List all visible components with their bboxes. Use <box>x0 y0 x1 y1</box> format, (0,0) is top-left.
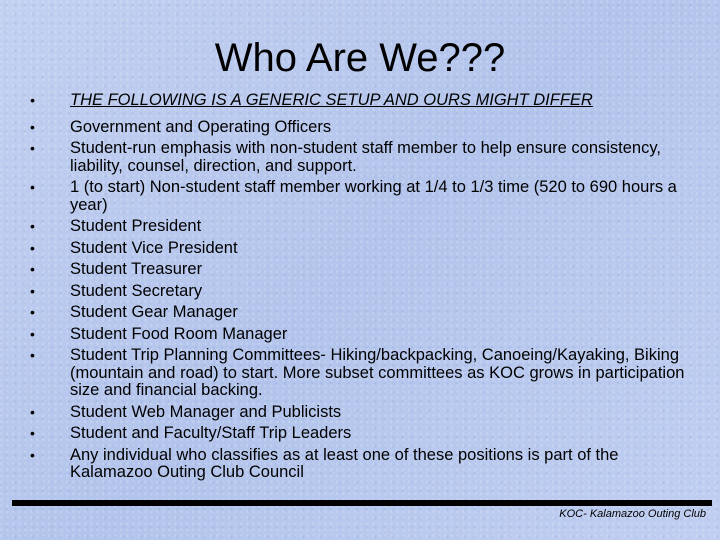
list-item <box>30 119 700 137</box>
bullet-icon: • <box>30 218 35 234</box>
footer-divider <box>12 500 712 506</box>
bullet-list <box>30 92 700 486</box>
bullet-icon: • <box>30 446 35 463</box>
bullet-icon: • <box>30 403 35 420</box>
footer-text: KOC- Kalamazoo Outing Club <box>559 508 706 520</box>
list-item-text: Student Trip Planning Committees- Hiking/backpacking, Canoeing/Kayaking, Biking (mountain and road) to start. More subset committees as KOC grows in participation size and financial backing. <box>70 346 685 399</box>
list-item <box>30 92 700 110</box>
list-item <box>30 218 700 236</box>
list-item-text: Student President <box>70 217 202 235</box>
list-item <box>30 240 700 258</box>
list-item-text: Student Web Manager and Publicists <box>70 402 342 421</box>
list-item-text: 1 (to start) Non-student staff member working at 1/4 to 1/3 time (520 to 690 hours a year) <box>70 178 677 214</box>
bullet-icon: • <box>30 179 35 195</box>
list-item <box>30 283 700 301</box>
list-item <box>30 304 700 322</box>
list-item <box>30 425 700 443</box>
list-item <box>30 347 700 400</box>
bullet-icon: • <box>30 282 35 299</box>
list-item <box>30 261 700 279</box>
list-item-text: Student Treasurer <box>70 260 203 278</box>
list-item-text: Student Secretary <box>70 281 203 300</box>
list-item <box>30 326 700 344</box>
list-item-text: Student Food Room Manager <box>70 324 288 343</box>
bullet-icon: • <box>30 425 35 441</box>
slide-title: Who Are We??? <box>214 36 506 80</box>
bullet-icon: • <box>30 347 35 363</box>
bullet-icon: • <box>30 140 35 156</box>
list-item-text: Student-run emphasis with non-student staff member to help ensure consistency, liability, counsel, direction, and support. <box>70 139 661 175</box>
list-item <box>30 447 700 482</box>
list-item-text: Any individual who classifies as at least one of these positions is part of the Kalamazoo Outing Club Council <box>70 445 619 481</box>
list-item-text: Student and Faculty/Staff Trip Leaders <box>70 424 352 442</box>
bullet-icon: • <box>30 261 35 277</box>
list-item-text: Student Vice President <box>70 238 238 257</box>
list-item <box>30 140 700 175</box>
bullet-icon: • <box>30 92 35 108</box>
list-item <box>30 404 700 422</box>
bullet-icon: • <box>30 118 35 135</box>
bullet-icon: • <box>30 304 35 320</box>
list-item-text: THE FOLLOWING IS A GENERIC SETUP AND OURS MIGHT DIFFER <box>70 91 593 109</box>
list-item-text: Government and Operating Officers <box>70 117 332 136</box>
list-item-text: Student Gear Manager <box>70 303 238 321</box>
bullet-icon: • <box>30 239 35 256</box>
list-item <box>30 179 700 214</box>
bullet-icon: • <box>30 325 35 342</box>
